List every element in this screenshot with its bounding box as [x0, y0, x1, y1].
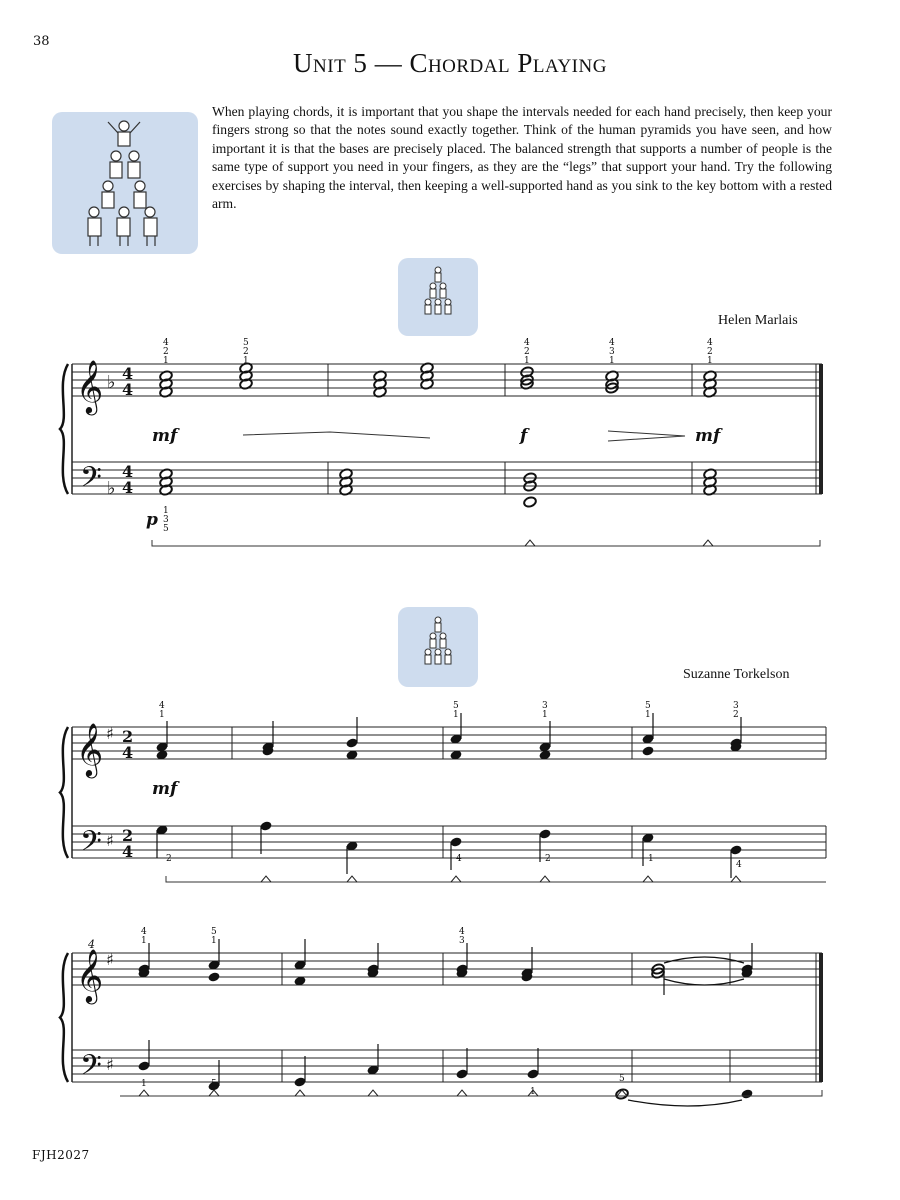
lh-fingering: 5	[619, 1074, 625, 1084]
page-number: 38	[33, 34, 50, 49]
figure-head	[435, 299, 441, 305]
rh-quarter-note	[207, 971, 220, 982]
rh-fingering: 4	[707, 338, 713, 348]
lh-fingering: 1	[141, 1079, 147, 1089]
figure-body	[425, 305, 431, 314]
lift-mark	[368, 1090, 378, 1096]
time-sig-top: 4	[122, 364, 134, 383]
decrescendo-hairpin	[608, 431, 685, 441]
figure-head	[445, 649, 451, 655]
rh-fingering: 4	[163, 338, 169, 348]
brace	[60, 953, 68, 1082]
figure-head	[435, 649, 441, 655]
lift-mark	[295, 1090, 305, 1096]
rh-fingering: 1	[211, 936, 217, 946]
time-sig-top: 2	[122, 826, 134, 845]
figure-head	[435, 267, 441, 273]
lh-fingering: 2	[545, 854, 551, 864]
title-topic: Chordal Playing	[409, 48, 607, 78]
treble-clef: 𝄞	[76, 359, 104, 413]
time-sig-bottom: 4	[122, 842, 134, 861]
figure-body	[440, 289, 446, 298]
key-flat: ♭	[107, 478, 116, 499]
brace	[60, 727, 68, 858]
rh-fingering: 1	[609, 356, 615, 366]
footer-code: FJH2027	[32, 1148, 90, 1162]
rh-fingering: 4	[159, 701, 165, 711]
rh-fingering: 1	[159, 710, 165, 720]
dynamic-p: p	[146, 510, 158, 530]
figure-body	[435, 305, 441, 314]
time-sig-bottom: 4	[122, 380, 134, 399]
lh-fingering: 4	[456, 854, 462, 864]
rh-fingering: 1	[542, 710, 548, 720]
rh-fingering: 1	[707, 356, 713, 366]
rh-fingering: 4	[609, 338, 615, 348]
key-sharp: ♯	[106, 724, 114, 743]
rh-fingering: 5	[211, 927, 217, 937]
lh-fingering: 3	[163, 515, 169, 525]
crescendo-hairpin	[243, 432, 430, 438]
lift-mark	[451, 876, 461, 882]
dynamic-f: f	[520, 426, 528, 446]
figure-body	[435, 273, 441, 282]
lift-mark	[643, 876, 653, 882]
key-sharp: ♯	[106, 1055, 114, 1074]
lh-fingering: 1	[648, 854, 654, 864]
composer-2: Suzanne Torkelson	[683, 667, 790, 682]
lift-mark	[540, 876, 550, 882]
lift-mark	[209, 1090, 219, 1096]
figure-head	[440, 283, 446, 289]
key-flat: ♭	[107, 372, 116, 393]
figure-head	[430, 283, 436, 289]
figure-body	[430, 289, 436, 298]
tie	[664, 979, 744, 985]
figure-body	[440, 639, 446, 648]
dynamic-mf: mf	[695, 426, 721, 446]
pedal-line	[152, 540, 820, 546]
key-sharp: ♯	[106, 950, 114, 969]
rh-fingering: 1	[163, 356, 169, 366]
lh-fingering: 2	[166, 854, 172, 864]
rh-fingering: 2	[707, 347, 713, 357]
title-unit: Unit 5	[293, 48, 368, 78]
rh-fingering: 4	[459, 927, 465, 937]
figure-body	[445, 655, 451, 664]
figure-body	[430, 639, 436, 648]
lift-mark	[347, 876, 357, 882]
pyramid-illustration-small	[425, 617, 451, 664]
rh-fingering: 2	[524, 347, 530, 357]
pedal-line	[120, 1090, 822, 1096]
lh-chord-note	[523, 496, 537, 508]
rh-fingering: 2	[163, 347, 169, 357]
figure-head	[425, 299, 431, 305]
rh-fingering: 5	[243, 338, 249, 348]
lh-fingering: 1	[530, 1087, 536, 1097]
composer-1: Helen Marlais	[718, 313, 798, 328]
rh-fingering: 4	[524, 338, 530, 348]
bass-clef: 𝄢	[80, 1049, 102, 1089]
tie	[664, 957, 744, 963]
time-sig-top: 4	[122, 462, 134, 481]
intro-paragraph: When playing chords, it is important that you shape the intervals needed for each hand precisely, then keep your fingers strong so that the notes sound exactly together. Think of the human pyramids you have seen, and how important it is that the bases are precisely placed. The balanced strength that supports a number of people is the same type of support you need in your fingers, as they are the “legs” that support your hand. Try the following exercises by shaping the interval, then keeping a well-supported hand as you sink to the key bottom with a rested arm.	[212, 104, 832, 212]
figure-head	[425, 649, 431, 655]
lift-mark	[731, 876, 741, 882]
rh-fingering: 1	[645, 710, 651, 720]
lh-fingering: 4	[736, 860, 742, 870]
rh-fingering: 1	[141, 936, 147, 946]
treble-clef: 𝄞	[76, 948, 104, 1002]
treble-clef: 𝄞	[76, 722, 104, 776]
time-sig-bottom: 4	[122, 743, 134, 762]
time-sig-top: 2	[122, 727, 134, 746]
figure-body	[435, 623, 441, 632]
lift-mark	[703, 540, 713, 546]
rh-fingering: 1	[524, 356, 530, 366]
rh-fingering: 4	[141, 927, 147, 937]
lift-mark	[261, 876, 271, 882]
lift-mark	[525, 540, 535, 546]
title-dash: —	[374, 48, 403, 78]
figure-head	[435, 617, 441, 623]
dynamic-mf: mf	[152, 779, 178, 799]
rh-fingering: 1	[243, 356, 249, 366]
lift-mark	[139, 1090, 149, 1096]
figure-head	[430, 633, 436, 639]
pyramid-illustration-small	[425, 267, 451, 314]
rh-fingering: 1	[453, 710, 459, 720]
bass-clef: 𝄢	[80, 825, 102, 865]
key-sharp: ♯	[106, 831, 114, 850]
lh-fingering: 5	[163, 524, 169, 534]
rh-fingering: 3	[542, 701, 548, 711]
lh-quarter-note	[740, 1088, 753, 1099]
rh-fingering: 5	[453, 701, 459, 711]
tie	[628, 1100, 742, 1106]
rh-fingering: 2	[243, 347, 249, 357]
time-sig-bottom: 4	[122, 478, 134, 497]
measure-number: 4	[88, 938, 95, 951]
bass-clef: 𝄢	[80, 461, 102, 501]
rh-fingering: 3	[733, 701, 739, 711]
rh-fingering: 2	[733, 710, 739, 720]
figure-head	[440, 633, 446, 639]
figure-body	[425, 655, 431, 664]
figure-head	[445, 299, 451, 305]
lift-mark	[457, 1090, 467, 1096]
rh-fingering: 5	[645, 701, 651, 711]
rh-fingering: 3	[609, 347, 615, 357]
lh-fingering: 1	[163, 506, 169, 516]
rh-fingering: 3	[459, 936, 465, 946]
lh-fingering: 5	[211, 1079, 217, 1089]
figure-body	[435, 655, 441, 664]
figure-body	[445, 305, 451, 314]
rh-quarter-note	[641, 745, 654, 756]
brace	[60, 364, 68, 494]
dynamic-mf: mf	[152, 426, 178, 446]
